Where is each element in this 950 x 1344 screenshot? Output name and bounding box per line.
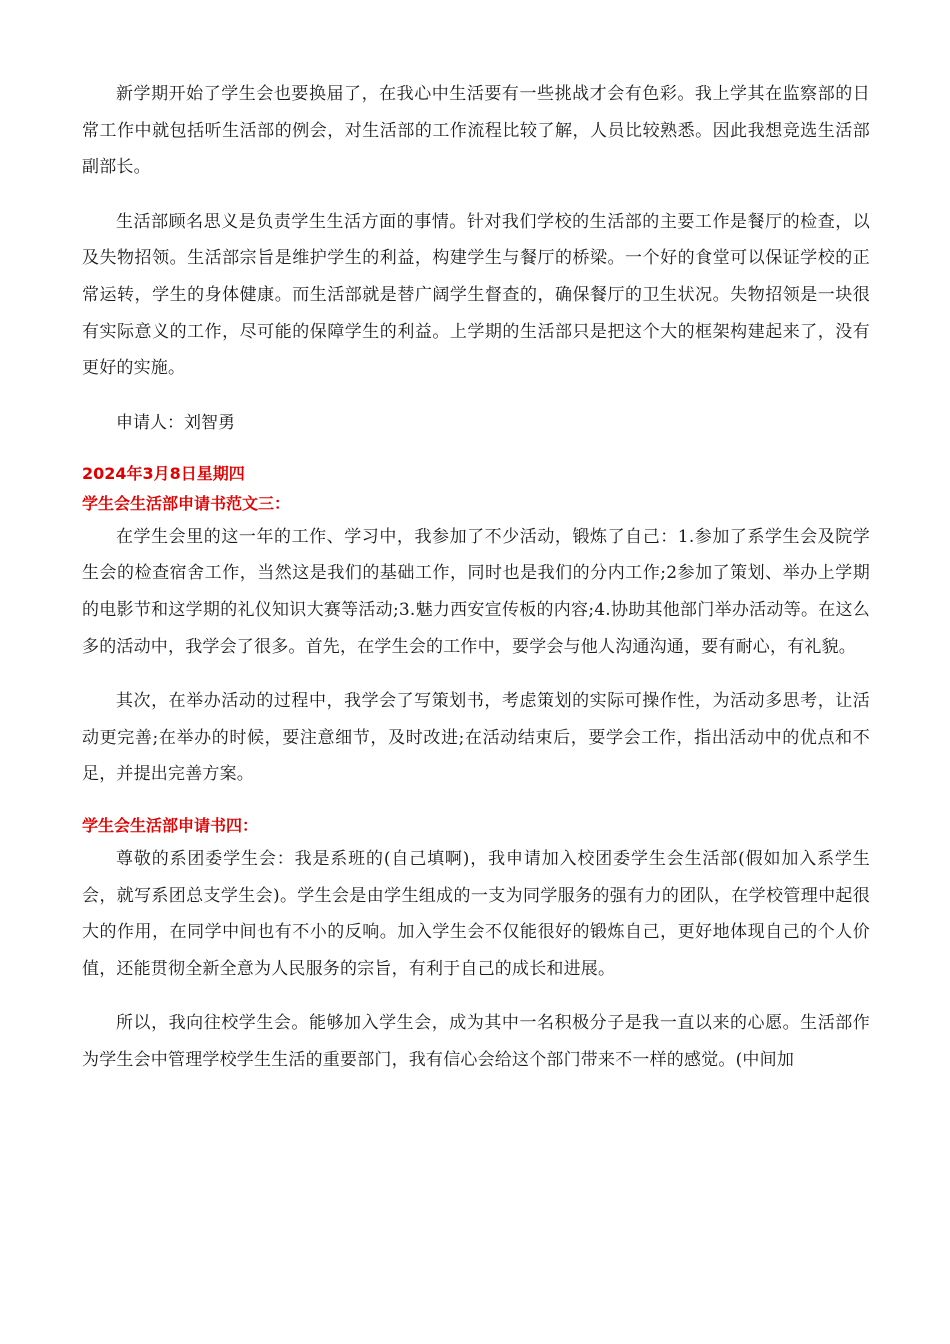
section-4-title: 学生会生活部申请书四： [82,815,259,835]
document-page [82,76,870,1078]
date-heading: 2024年3月8日星期四 [82,463,245,483]
applicant-signature: 申请人：刘智勇 [116,412,235,433]
intro-paragraph-2: 生活部顾名思义是负责学生生活方面的事情。针对我们学校的生活部的主要工作是餐厅的检查，以及失物招领。生活部宗旨是维护学生的利益，构建学生与餐厅的桥梁。一个好的食堂可以保证学校的正常运转，学生的身体健康。而生活部就是替广阔学生督查的，确保餐厅的卫生状况。失物招领是一块很有实际意义的工作，尽可能的保障学生的利益。上学期的生活部只是把这个大的框架构建起来了，没有更好的实施。 [82,211,870,379]
intro-paragraph-1: 新学期开始了学生会也要换届了，在我心中生活要有一些挑战才会有色彩。我上学其在监察部的日常工作中就包括听生活部的例会，对生活部的工作流程比较了解，人员比较熟悉。因此我想竞选生活部副部长。 [82,84,870,178]
section-4-paragraph-2: 所以，我向往校学生会。能够加入学生会，成为其中一名积极分子是我一直以来的心愿。生活部作为学生会中管理学校学生生活的重要部门，我有信心会给这个部门带来不一样的感觉。(中间加 [82,1013,870,1070]
section-3-paragraph-1: 在学生会里的这一年的工作、学习中，我参加了不少活动，锻炼了自己：1.参加了系学生会及院学生会的检查宿舍工作，当然这是我们的基础工作，同时也是我们的分内工作;2参加了策划、举办上学期的电影节和这学期的礼仪知识大赛等活动;3.魅力西安宣传板的内容;4.协助其他部门举办活动等。在这么多的活动中，我学会了很多。首先，在学生会的工作中，要学会与他人沟通沟通，要有耐心，有礼貌。 [82,526,870,657]
section-4-paragraph-1: 尊敬的系团委学生会：我是系班的(自己填啊)，我申请加入校团委学生会生活部(假如加入系学生会，就写系团总支学生会)。学生会是由学生组成的一支为同学服务的强有力的团队，在学校管理中起很大的作用，在同学中间也有不小的反响。加入学生会不仅能很好的锻炼自己，更好地体现自己的个人价值，还能贯彻全新全意为人民服务的宗旨，有利于自己的成长和进展。 [82,848,870,979]
section-3-title: 学生会生活部申请书范文三： [82,493,291,513]
section-3-paragraph-2: 其次，在举办活动的过程中，我学会了写策划书，考虑策划的实际可操作性，为活动多思考，让活动更完善;在举办的时候，要注意细节，及时改进;在活动结束后，要学会工作，指出活动中的优点和不足，并提出完善方案。 [82,691,870,785]
